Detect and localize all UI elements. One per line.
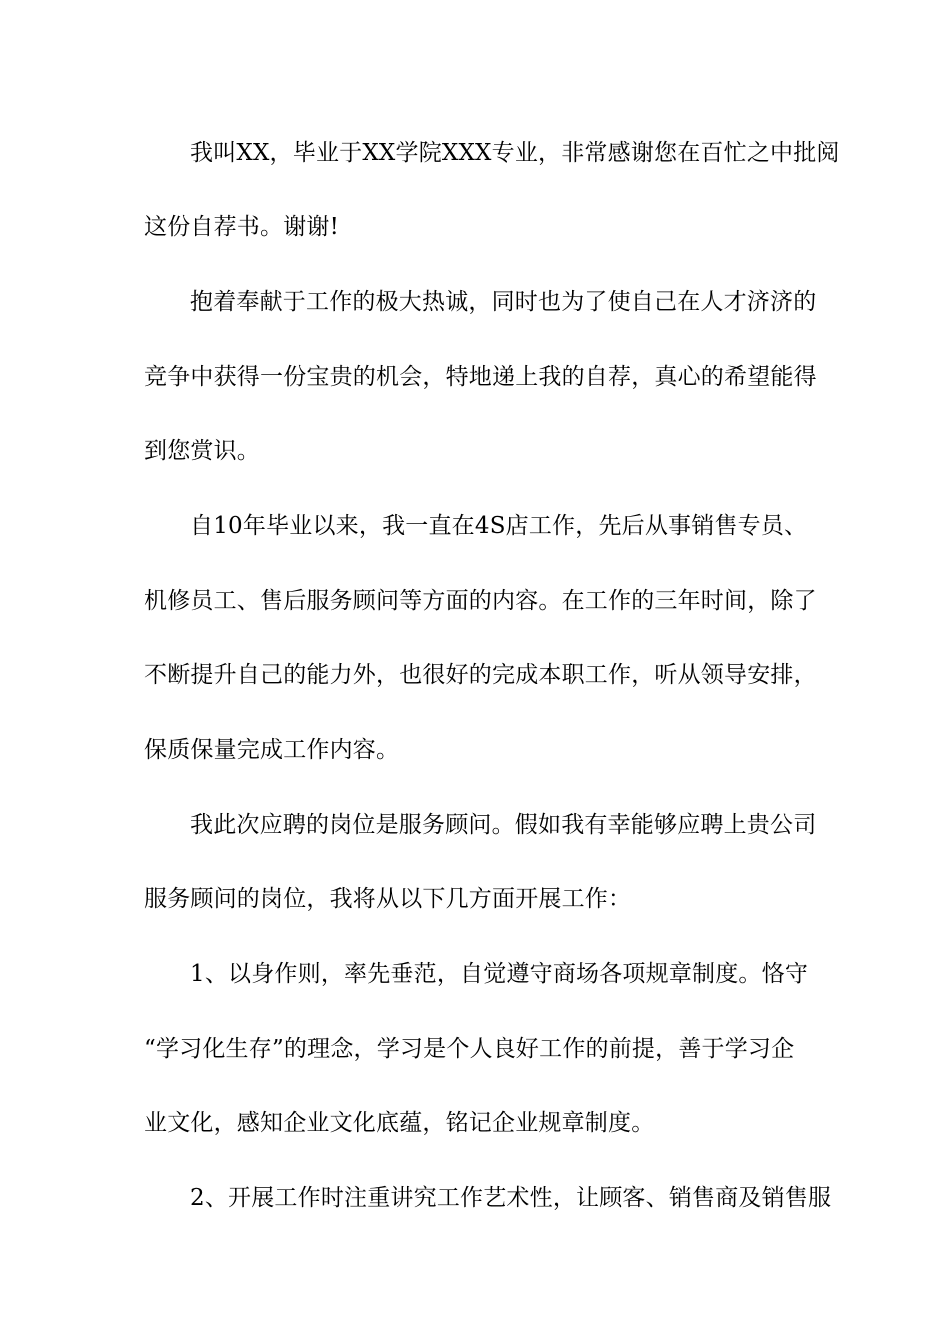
paragraph-1-line-2: 这份自荐书。谢谢!	[144, 214, 340, 240]
paragraph-2-line-3: 到您赏识。	[144, 438, 260, 464]
paragraph-4-line-2: 服务顾问的岗位，我将从以下几方面开展工作：	[144, 886, 632, 912]
paragraph-2-line-1: 抱着奉献于工作的极大热诚，同时也为了使自己在人才济济的	[190, 289, 817, 315]
paragraph-5-line-1: 1、以身作则，率先垂范，自觉遵守商场各项规章制度。恪守	[190, 961, 809, 987]
paragraph-4-line-1: 我此次应聘的岗位是服务顾问。假如我有幸能够应聘上贵公司	[190, 812, 817, 838]
paragraph-3-line-1: 自10年毕业以来，我一直在4S店工作，先后从事销售专员、	[190, 513, 808, 539]
paragraph-3-line-4: 保质保量完成工作内容。	[144, 737, 400, 763]
paragraph-1-line-1: 我叫XX，毕业于XX学院XXX专业，非常感谢您在百忙之中批阅	[190, 140, 840, 166]
paragraph-2-line-2: 竞争中获得一份宝贵的机会，特地递上我的自荐，真心的希望能得	[144, 364, 817, 390]
paragraph-5-line-3: 业文化，感知企业文化底蕴，铭记企业规章制度。	[144, 1110, 655, 1136]
paragraph-3-line-3: 不断提升自己的能力外，也很好的完成本职工作，听从领导安排，	[144, 662, 817, 688]
paragraph-3-line-2: 机修员工、售后服务顾问等方面的内容。在工作的三年时间，除了	[144, 588, 817, 614]
paragraph-6-line-1: 2、开展工作时注重讲究工作艺术性，让顾客、销售商及销售服	[190, 1185, 832, 1211]
paragraph-5-line-2: “学习化生存”的理念，学习是个人良好工作的前提，善于学习企	[144, 1036, 795, 1062]
